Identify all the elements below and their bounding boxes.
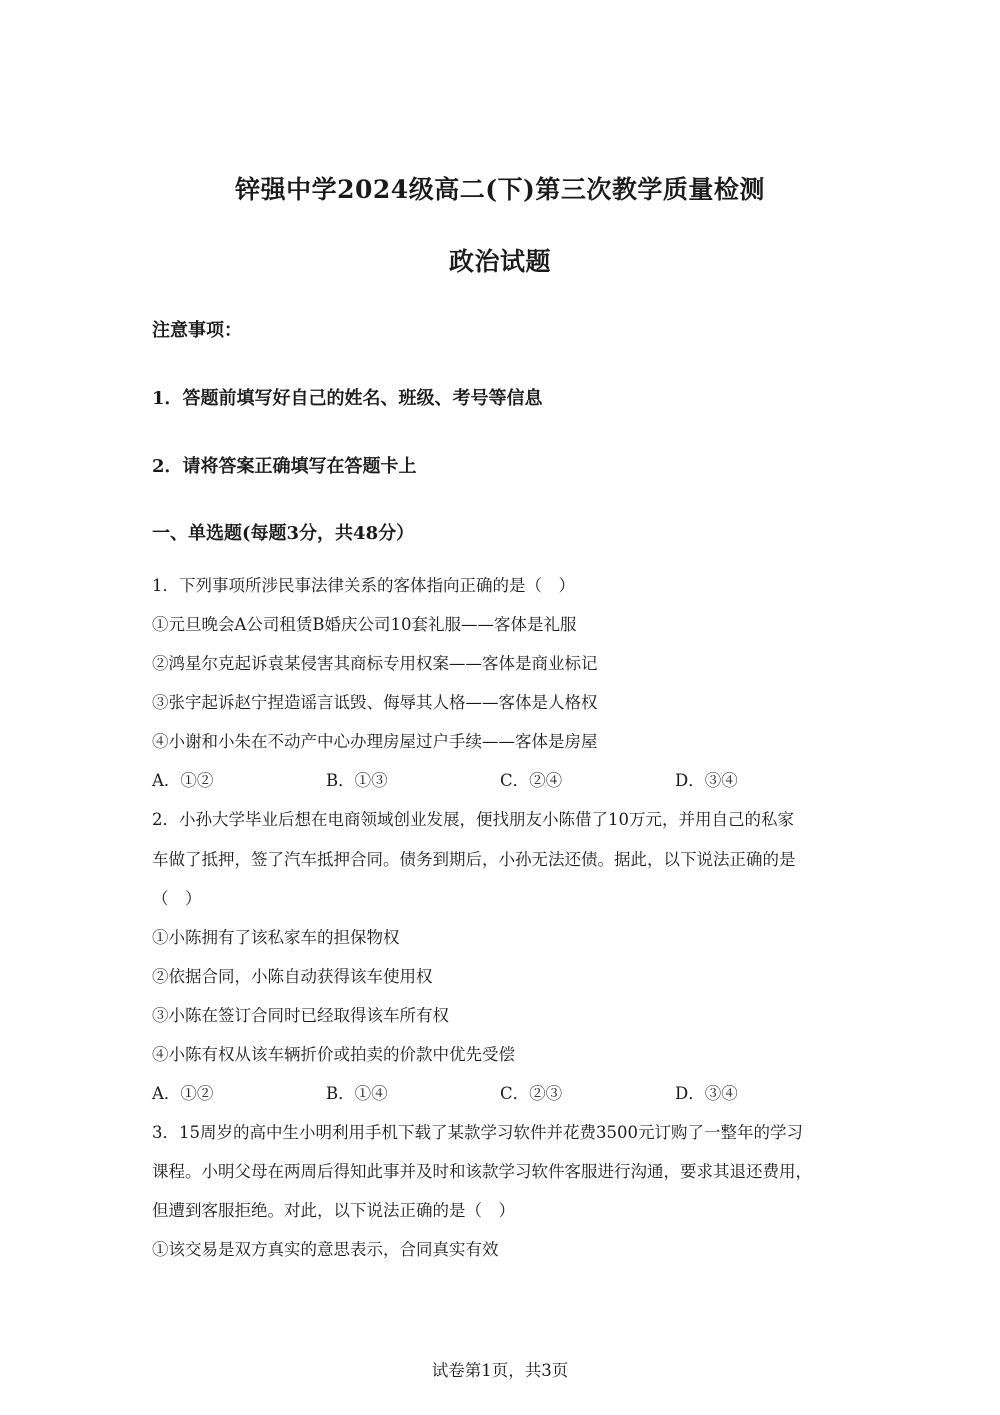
option-b: B．①④ xyxy=(326,1084,388,1103)
notice-item: 1．答题前填写好自己的姓名、班级、考号等信息 xyxy=(152,388,543,409)
question-stem: 车做了抵押，签了汽车抵押合同。债务到期后，小孙无法还债。据此，以下说法正确的是 xyxy=(152,850,796,869)
question-statement: ③张宇起诉赵宁捏造谣言诋毁、侮辱其人格——客体是人格权 xyxy=(152,693,598,712)
question-statement: ④小谢和小朱在不动产中心办理房屋过户手续——客体是房屋 xyxy=(152,732,598,751)
notice-item: 2．请将答案正确填写在答题卡上 xyxy=(152,456,417,477)
question-statement: ①元旦晚会A公司租赁B婚庆公司10套礼服——客体是礼服 xyxy=(152,615,577,634)
question-statement: ②依据合同，小陈自动获得该车使用权 xyxy=(152,967,433,986)
question-statement: ①小陈拥有了该私家车的担保物权 xyxy=(152,928,400,947)
option-d: D．③④ xyxy=(675,771,738,790)
option-b: B．①③ xyxy=(326,771,388,790)
question-statement: ③小陈在签订合同时已经取得该车所有权 xyxy=(152,1006,449,1025)
option-c: C．②③ xyxy=(500,1084,563,1103)
question-statement: ④小陈有权从该车辆折价或拍卖的价款中优先受偿 xyxy=(152,1045,515,1064)
option-c: C．②④ xyxy=(500,771,563,790)
question-stem: （ ） xyxy=(152,889,202,908)
notice-heading: 注意事项： xyxy=(152,320,242,341)
option-a: A．①② xyxy=(152,771,214,790)
option-d: D．③④ xyxy=(675,1084,738,1103)
question-statement: ②鸿星尔克起诉袁某侵害其商标专用权案——客体是商业标记 xyxy=(152,654,598,673)
question-statement: ①该交易是双方真实的意思表示，合同真实有效 xyxy=(152,1240,499,1259)
option-a: A．①② xyxy=(152,1084,214,1103)
question-stem: 2．小孙大学毕业后想在电商领域创业发展，便找朋友小陈借了10万元，并用自己的私家 xyxy=(152,810,794,829)
question-stem: 3．15周岁的高中生小明利用手机下载了某款学习软件并花费3500元订购了一整年的学习 xyxy=(152,1123,803,1142)
section-heading: 一、单选题(每题3分，共48分） xyxy=(152,523,415,544)
question-stem: 但遭到客服拒绝。对此，以下说法正确的是（ ） xyxy=(152,1201,515,1220)
exam-title: 锌强中学2024级高二(下)第三次教学质量检测 xyxy=(235,175,765,204)
page-footer: 试卷第1页，共3页 xyxy=(431,1361,569,1380)
question-stem: 课程。小明父母在两周后得知此事并及时和该款学习软件客服进行沟通，要求其退还费用， xyxy=(152,1162,812,1181)
exam-subject: 政治试题 xyxy=(448,247,551,276)
question-stem: 1．下列事项所涉民事法律关系的客体指向正确的是（ ） xyxy=(152,576,575,595)
